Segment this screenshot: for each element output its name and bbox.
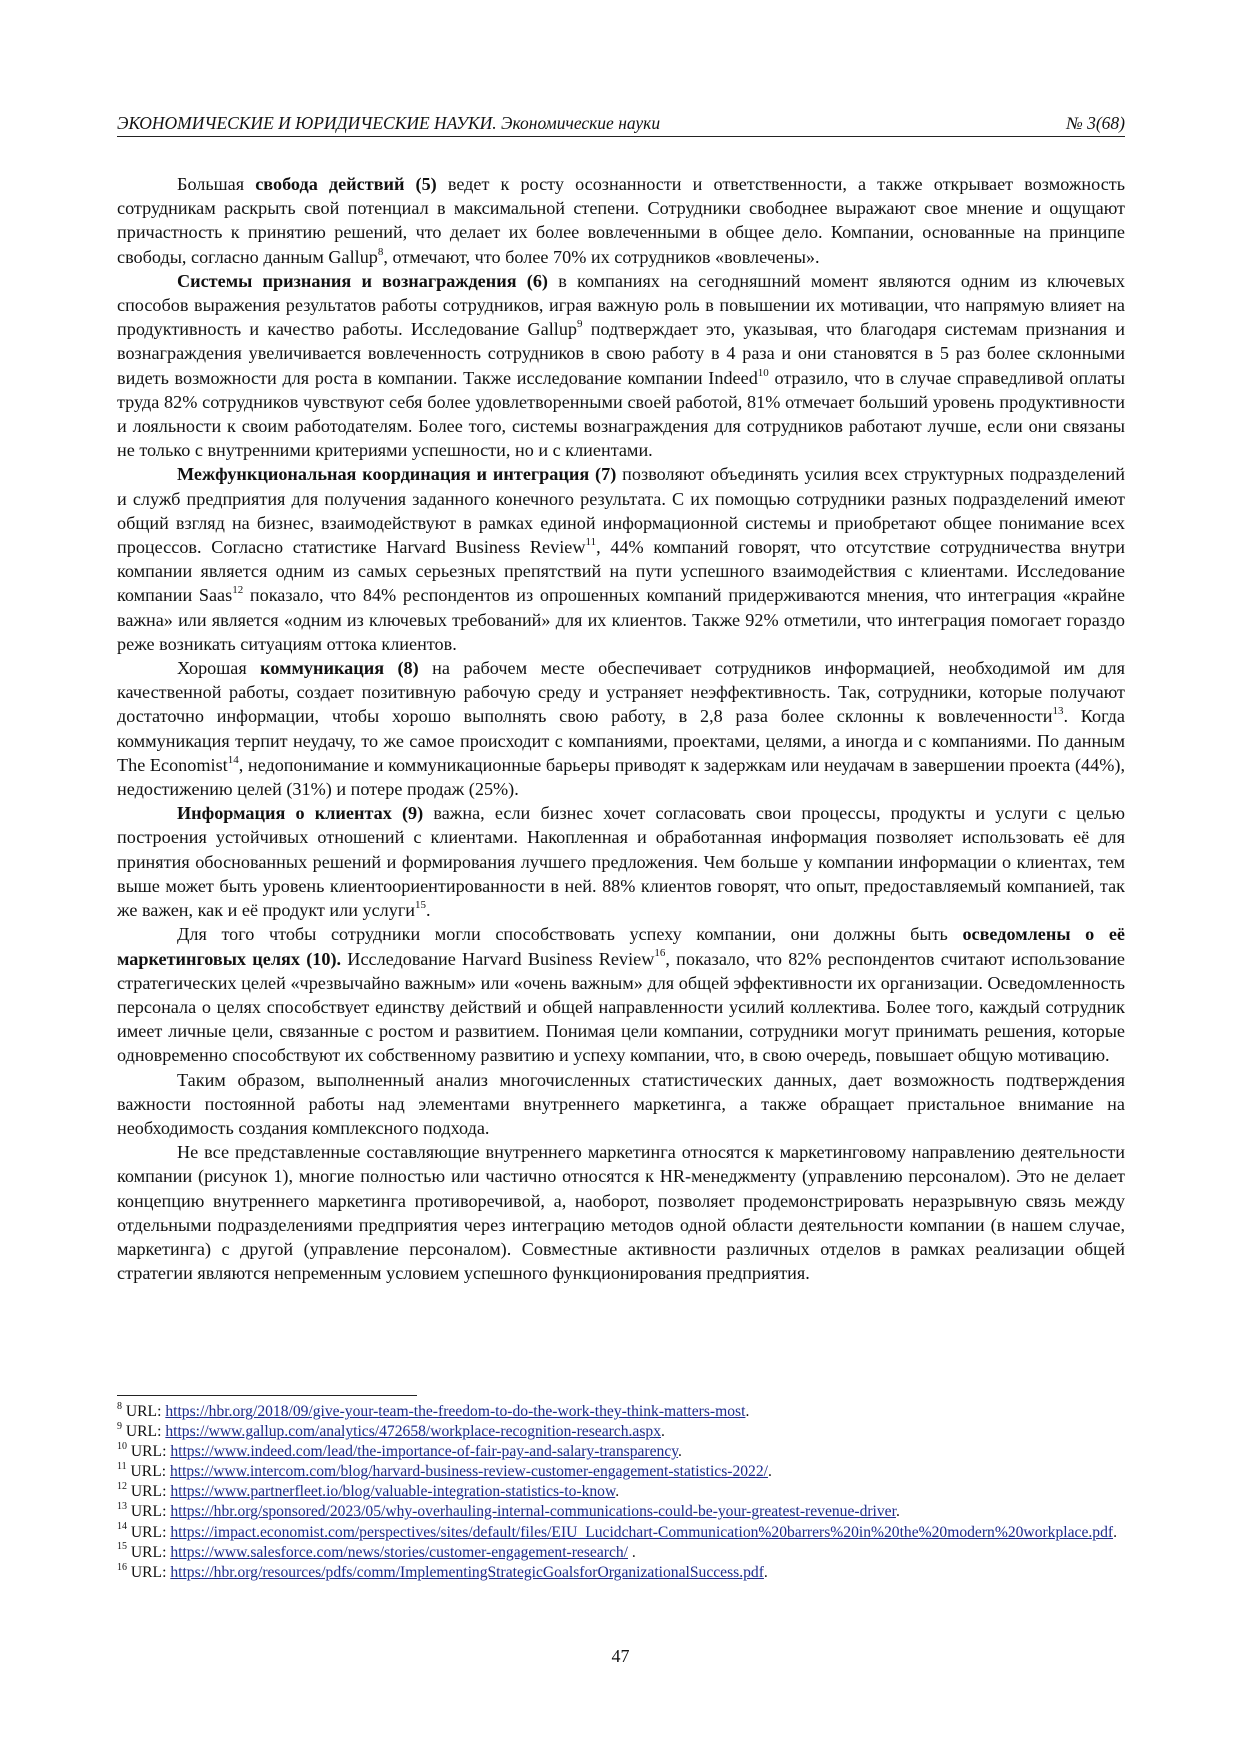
footnote: $^{10}$ URL: https://www.indeed.com/lead/the-importance-of-fair-pay-and-salary-transparency.: [117, 1441, 682, 1461]
footnote-ref[interactable]: 8: [377, 245, 384, 258]
footnote-link[interactable]: https://hbr.org/2018/09/give-your-team-the-freedom-to-do-the-work-they-think-matters-most: [165, 1403, 746, 1420]
paragraph: Информация о клиентах (9) важна, если бизнес хочет согласовать свои процессы, продукты и услуги с целью построения устойчивых отношений с клиентами. Накопленная и обработанная информация позволяет использовать её для принятия обоснованных решений и формирования лучшего предложения. Чем больше у компании информации о клиентах, тем выше может быть уровень клиентоориентированности в ней. 88% клиентов говорят, что опыт, предоставляемый компанией, так же важен, как и её продукт или услуги$^{15}$.: [117, 803, 1125, 921]
issue-number: № 3(68): [1066, 113, 1125, 133]
footnote-divider: [117, 1395, 417, 1396]
journal-title: ЭКОНОМИЧЕСКИЕ И ЮРИДИЧЕСКИЕ НАУКИ. Экономические науки: [117, 113, 661, 133]
footnote: $^{14}$ URL: https://impact.economist.com/perspectives/sites/default/files/EIU_Lucidchart-Communication%20barrers%20in%20the%20modern%20workplace.pdf.: [117, 1521, 1117, 1541]
paragraph: Межфункциональная координация и интеграция (7) позволяют объединять усилия всех структурных подразделений и служб предприятия для получения заданного конечного результата. С их помощью сотрудники разных подразделений имеют общий взгляд на бизнес, взаимодействуют в рамках единой информационной системы и приобретают общее понимание всех процессов. Согласно статистике Harvard Business Review$^{11}$, 44% компаний говорят, что отсутствие сотрудничества внутри компании является одним из самых серьезных препятствий на пути успешного взаимодействия с клиентами. Исследование компании Saas$^{12}$ показало, что 84% респондентов из опрошенных компаний придерживаются мнения, что интеграция «крайне важна» или является «одним из ключевых требований» для их клиентов. Также 92% отметили, что интеграция помогает гораздо реже возникать ситуациям оттока клиентов.: [117, 464, 1126, 654]
paragraph: Хорошая коммуникация (8) на рабочем месте обеспечивает сотрудников информацией, необходимой им для качественной работы, создает позитивную рабочую среду и устраняет неэффективность. Так, сотрудники, которые получают достаточно информации, чтобы хорошо выполнять свою работу, в 2,8 раза более склонны к вовлеченности$^{13}$. Когда коммуникация терпит неудачу, то же самое происходит с компаниями, проектами, целями, а иногда и с компаниями. По данным The Economist$^{14}$, недопонимание и коммуникационные барьеры приводят к задержкам или неудачам в завершении проекта (44%), недостижению целей (31%) и потере продаж (25%).: [117, 658, 1126, 800]
footnote: $^8$ URL: https://hbr.org/2018/09/give-your-team-the-freedom-to-do-the-work-they-think-matters-most.: [117, 1400, 750, 1420]
footnote-ref[interactable]: 11: [585, 535, 597, 548]
footnote: $^{13}$ URL: https://hbr.org/sponsored/2023/05/why-overhauling-internal-communications-could-be-your-greatest-revenue-driver.: [117, 1501, 900, 1521]
footnote-ref[interactable]: 12: [232, 584, 244, 597]
running-header: [117, 110, 1125, 137]
footnote-link[interactable]: https://www.indeed.com/lead/the-importance-of-fair-pay-and-salary-transparency: [170, 1443, 679, 1461]
footnote-link[interactable]: https://www.intercom.com/blog/harvard-business-review-customer-engagement-statistics-2022/: [169, 1463, 768, 1481]
footnote-ref[interactable]: 15: [415, 899, 427, 912]
footnote: $^{11}$ URL: https://www.intercom.com/blog/harvard-business-review-customer-engagement-statistics-2022/.: [117, 1461, 772, 1481]
bold-term: Информация о клиентах (9): [177, 803, 424, 824]
footnote: $^{15}$ URL: https://www.salesforce.com/news/stories/customer-engagement-research/ .: [117, 1541, 636, 1561]
footnote-link[interactable]: https://www.salesforce.com/news/stories/customer-engagement-research/: [170, 1543, 628, 1561]
page-number: 47: [611, 1646, 630, 1666]
footnote-link[interactable]: https://impact.economist.com/perspectives/sites/default/files/EIU_Lucidchart-Communication%20barrers%20in%20the%20modern%20workplace.pdf: [170, 1523, 1114, 1541]
footnote-ref[interactable]: 16: [654, 947, 666, 960]
paragraph: Таким образом, выполненный анализ многочисленных статистических данных, дает возможность подтверждения важности постоянной работы над элементами внутреннего маркетинга, а также обращает пристальное внимание на необходимость создания комплексного подхода.: [117, 1069, 1125, 1138]
footnote-link[interactable]: https://www.partnerfleet.io/blog/valuable-integration-statistics-to-know: [170, 1483, 616, 1501]
paragraph: Для того чтобы сотрудники могли способствовать успеху компании, они должны быть осведомлены о её маркетинговых целях (10). Исследование Harvard Business Review$^{16}$, показало, что 82% респондентов считают использование стратегических целей «чрезвычайно важным» или «очень важным» для общей эффективности их организации. Осведомленность персонала о целях способствует единству действий и общей направленности усилий коллектива. Более того, каждый сотрудник имеет личные цели, связанные с ростом и развитием. Понимая цели компании, сотрудники могут принимать решения, которые одновременно способствуют их собственному развитию и успеху компании, что, в свою очередь, повышает общую мотивацию.: [117, 924, 1126, 1066]
footnote-link[interactable]: https://hbr.org/sponsored/2023/05/why-overhauling-internal-communications-could-be-your-greatest-revenue-driver: [170, 1503, 896, 1521]
footnote-ref[interactable]: 10: [757, 366, 769, 379]
footnotes: [117, 1402, 1125, 1583]
bold-term: свобода действий (5): [255, 174, 437, 194]
footnote: $^{12}$ URL: https://www.partnerfleet.io/blog/valuable-integration-statistics-to-know.: [117, 1481, 620, 1501]
footnote-ref[interactable]: 14: [227, 753, 239, 766]
bold-term: Межфункциональная координация и интеграция (7): [177, 464, 617, 485]
footnote-ref[interactable]: 13: [1052, 705, 1064, 718]
footnote-link[interactable]: https://www.gallup.com/analytics/472658/workplace-recognition-research.aspx: [165, 1423, 662, 1441]
footnote: $^{16}$ URL: https://hbr.org/resources/pdfs/comm/ImplementingStrategicGoalsforOrganizationalSuccess.pdf.: [117, 1561, 768, 1581]
article-body: [117, 172, 1125, 1285]
footnote-ref[interactable]: 9: [577, 318, 583, 331]
bold-term: осведомлены о её маркетинговых целях (10).: [117, 924, 1125, 969]
bold-term: Системы признания и вознаграждения (6): [177, 270, 548, 291]
paragraph: Системы признания и вознаграждения (6) в компаниях на сегодняшний момент являются одним из ключевых способов выражения результатов работы сотрудников, играя важную роль в повышении их мотивации, что напрямую влияет на продуктивность и качество работы. Исследование Gallup$^9$ подтверждает это, указывая, что благодаря системам признания и вознаграждения увеличивается вовлеченность сотрудников в свою работу в 4 раза и они становятся в 5 раз более склонными видеть возможности для роста в компании. Также исследование компании Indeed$^{10}$ отразило, что в случае справедливой оплаты труда 82% сотрудников чувствуют себя более удовлетворенными своей работой, 81% отмечает больший уровень продуктивности и лояльности к своим работодателям. Более того, системы вознаграждения для сотрудников работают лучше, если они связаны не только с внутренними критериями успешности, но и с клиентами.: [117, 270, 1125, 461]
footnote: $^9$ URL: https://www.gallup.com/analytics/472658/workplace-recognition-research.aspx.: [117, 1420, 665, 1441]
bold-term: коммуникация (8): [260, 658, 419, 679]
paragraph: Не все представленные составляющие внутреннего маркетинга относятся к маркетинговому направлению деятельности компании (рисунок 1), многие полностью или частично относятся к HR-менеджменту (управлению персоналом). Это не делает концепцию внутреннего маркетинга противоречивой, а, наоборот, позволяет продемонстрировать неразрывную связь между отдельными подразделениями предприятия через интеграцию методов одной области деятельности компании (в нашем случае, маркетинга) с другой (управление персоналом). Совместные активности различных отделов в рамках реализации общей стратегии являются непременным условием успешного функционирования предприятия.: [117, 1142, 1125, 1284]
footnote-link[interactable]: https://hbr.org/resources/pdfs/comm/ImplementingStrategicGoalsforOrganizationalSuccess.pdf: [170, 1563, 764, 1581]
paragraph: Большая свобода действий (5) ведет к росту осознанности и ответственности, а также открывает возможность сотрудникам раскрыть свой потенциал в максимальной степени. Сотрудники свободнее выражают свое мнение и ощущают причастность к принятию решений, что делает их более вовлеченными в общее дело. Компании, основанные на принципе свободы, согласно данным Gallup$^8$, отмечают, что более 70% их сотрудников «вовлечены».: [117, 174, 1126, 267]
